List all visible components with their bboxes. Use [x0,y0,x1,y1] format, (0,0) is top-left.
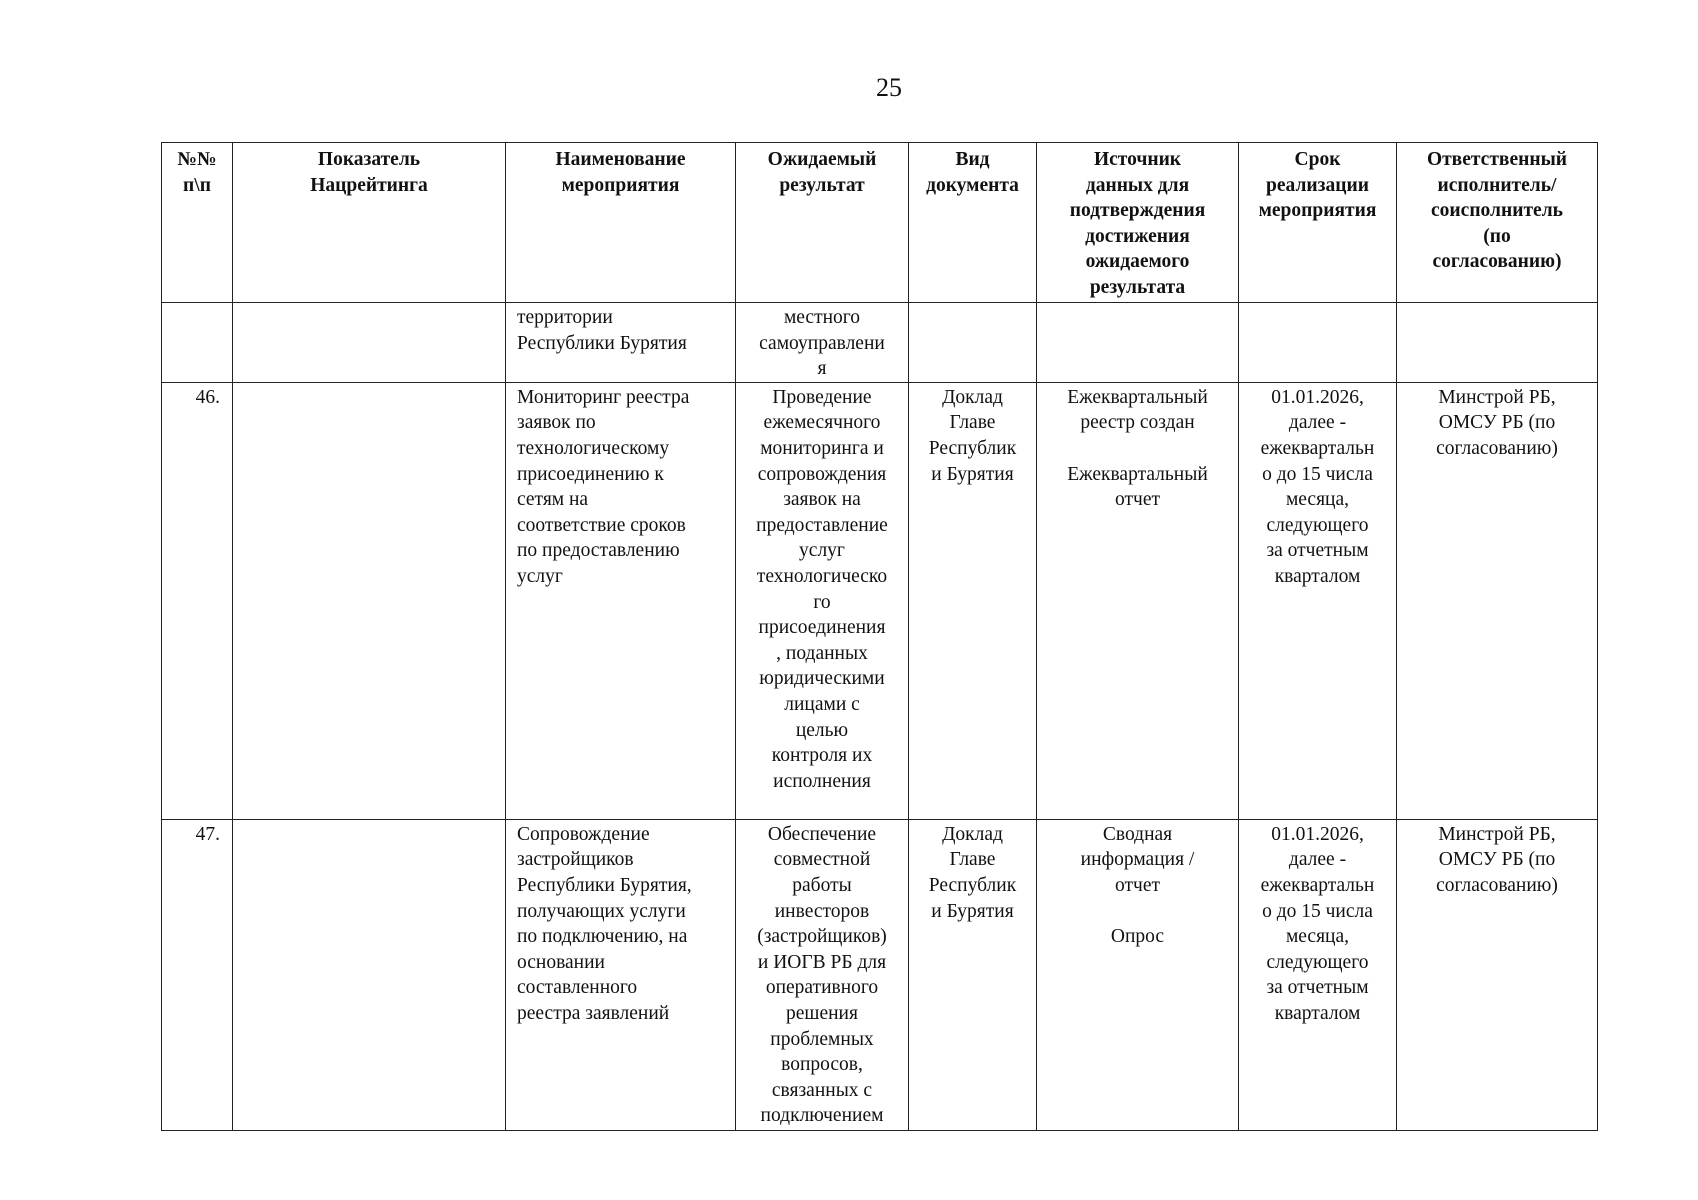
header-doc-type [909,143,1037,303]
cell-measure [506,819,736,1130]
cell-result [736,303,909,383]
cell-line: юридическими [759,668,885,690]
cell-source [1037,819,1239,1130]
cell-source [1037,382,1239,819]
cell-line [1043,436,1232,462]
cell-line: решения [786,1002,858,1024]
cell-responsible [1397,303,1598,383]
cell-num [162,303,233,383]
cell-line: контроля их [771,745,873,767]
cell-line: реализации [1266,174,1369,196]
cell-line: целью [795,719,849,741]
cell-line: реестр создан [1080,412,1195,434]
cell-line: застройщиков [517,849,634,871]
cell-line: совместной [773,849,871,871]
cell-line: лицами с [784,693,860,715]
cell-line: услуг [799,540,845,562]
cell-deadline [1239,819,1397,1130]
cell-result [736,382,909,819]
cell-line: соответствие сроков [517,514,686,536]
cell-line: присоединению к [517,463,664,485]
cell-line: за отчетным [1266,540,1369,562]
cell-line: о до 15 числа [1262,900,1373,922]
cell-line: Нацрейтинга [310,174,428,196]
cell-line: Ожидаемый [767,149,877,170]
cell-line: заявок на [783,489,861,511]
cell-line: ОМСУ РБ (по [1438,849,1556,871]
cell-line: , поданных [776,642,868,664]
cell-line: достижения [1085,225,1190,247]
cell-doc-type [909,303,1037,383]
cell-line: оперативного [765,977,879,999]
cell-num: 46. [162,382,233,819]
cell-line: п\п [183,174,211,196]
cell-source [1037,303,1239,383]
cell-line: ожидаемого [1085,251,1190,273]
cell-line: согласованию) [1436,874,1558,896]
cell-line: ежеквартальн [1260,874,1375,896]
cell-line: Республик [928,874,1017,896]
cell-line: Сопровождение [517,823,650,845]
cell-line: Республики Бурятия, [517,874,692,896]
cell-line: данных для [1085,174,1190,196]
cell-line: месяца, [1285,489,1350,511]
cell-line: подключением [760,1105,884,1127]
cell-line: Источник [1093,149,1182,170]
cell-line: территории [517,307,613,328]
cell-line: Главе [949,412,996,434]
cell-line: Минстрой РБ, [1438,823,1556,845]
cell-line: следующего [1266,514,1369,536]
cell-line: согласованию) [1432,251,1562,273]
cell-measure [506,382,736,819]
cell-line: Главе [949,849,996,871]
cell-line: Минстрой РБ, [1438,386,1556,408]
cell-line: сопровождения [757,463,887,485]
cell-line: отчет [1115,874,1160,896]
cell-line: инвесторов [774,900,870,922]
header-deadline [1239,143,1397,303]
cell-line: и Бурятия [931,463,1014,485]
table-row [162,303,1598,383]
page-number: 25 [876,73,902,102]
cell-line: (застройщиков) [757,926,887,948]
cell-line: Республики Бурятия [517,332,687,354]
cell-line: о до 15 числа [1262,463,1373,485]
cell-responsible [1397,382,1598,819]
cell-indicator [233,819,506,1130]
header-measure [506,143,736,303]
cell-line: работы [792,874,852,896]
cell-deadline [1239,382,1397,819]
cell-line: основании [517,951,605,973]
table-header-row [162,143,1598,303]
header-source [1037,143,1239,303]
cell-line: Показатель [317,149,421,170]
cell-line: Вид [955,149,990,170]
cell-line: технологическому [517,437,670,459]
cell-line: соисполнитель [1431,200,1563,222]
cell-line: технологическо [756,565,888,587]
cell-line: присоединения [758,617,886,639]
cell-line: ежемесячного [763,412,881,434]
cell-line: Ежеквартальный [1067,463,1208,485]
cell-doc-type [909,819,1037,1130]
cell-line: (по [1483,225,1511,247]
cell-line: составленного [517,977,638,999]
cell-line: информация / [1080,849,1195,871]
cell-line: Опрос [1110,926,1165,948]
cell-line: Срок [1294,149,1341,170]
cell-line: за отчетным [1266,977,1369,999]
cell-line: исполнитель/ [1437,174,1557,196]
header-responsible [1397,143,1598,303]
cell-line: месяца, [1285,926,1350,948]
cell-line: результат [779,174,865,196]
cell-line: го [813,591,831,613]
cell-doc-type [909,382,1037,819]
cell-line: далее - [1288,849,1347,871]
cell-line: и ИОГВ РБ для [757,951,887,973]
cell-line: местного [783,307,861,328]
cell-line: подтверждения [1069,200,1206,222]
cell-line: Республик [928,437,1017,459]
cell-line: далее - [1288,412,1347,434]
cell-line: №№ [177,149,217,170]
cell-line: Сводная [1102,823,1173,845]
cell-measure [506,303,736,383]
cell-line: реестра заявлений [517,1002,670,1024]
cell-line: мероприятия [561,174,680,196]
cell-line: кварталом [1274,565,1361,587]
cell-line: услуг [517,565,563,587]
cell-line: по предоставлению [517,540,680,562]
cell-line: Ежеквартальный [1067,386,1208,408]
cell-line: Обеспечение [767,823,877,845]
cell-line: ОМСУ РБ (по [1438,412,1556,434]
cell-line: Ответственный [1426,149,1568,170]
cell-line: предоставление [756,514,888,536]
cell-num: 47. [162,819,233,1130]
measures-table [161,142,1598,1131]
cell-line: 01.01.2026, [1271,823,1364,845]
cell-line: мероприятия [1258,200,1377,222]
cell-line: Доклад [942,823,1003,845]
cell-line: отчет [1115,489,1160,511]
cell-indicator [233,303,506,383]
cell-line: проблемных [770,1028,874,1050]
cell-line: мониторинга и [760,437,884,459]
table-row [162,382,1598,819]
header-result [736,143,909,303]
cell-indicator [233,382,506,819]
cell-line: я [817,358,827,380]
cell-line: Проведение [772,386,872,408]
cell-line: по подключению, на [517,926,688,948]
cell-line: 01.01.2026, [1271,386,1364,408]
cell-deadline [1239,303,1397,383]
cell-line: получающих услуги [517,900,686,922]
cell-line: исполнения [773,770,871,792]
header-num [162,143,233,303]
cell-line: согласованию) [1436,437,1558,459]
cell-line: связанных с [771,1079,873,1101]
cell-responsible [1397,819,1598,1130]
cell-result [736,819,909,1130]
cell-line: и Бурятия [931,900,1014,922]
table-row [162,819,1598,1130]
cell-line: вопросов, [781,1054,863,1076]
cell-line [1043,899,1232,925]
cell-line: результата [1089,276,1186,298]
cell-line: самоуправлени [759,332,885,354]
cell-line: документа [926,174,1019,196]
cell-line: Мониторинг реестра [517,386,690,408]
cell-line: следующего [1266,951,1369,973]
header-indicator [233,143,506,303]
cell-line: Доклад [942,386,1003,408]
cell-line: Наименование [555,149,686,170]
cell-line: заявок по [517,412,596,434]
cell-line: кварталом [1274,1002,1361,1024]
cell-line: сетям на [517,489,589,511]
cell-line: ежеквартальн [1260,437,1375,459]
